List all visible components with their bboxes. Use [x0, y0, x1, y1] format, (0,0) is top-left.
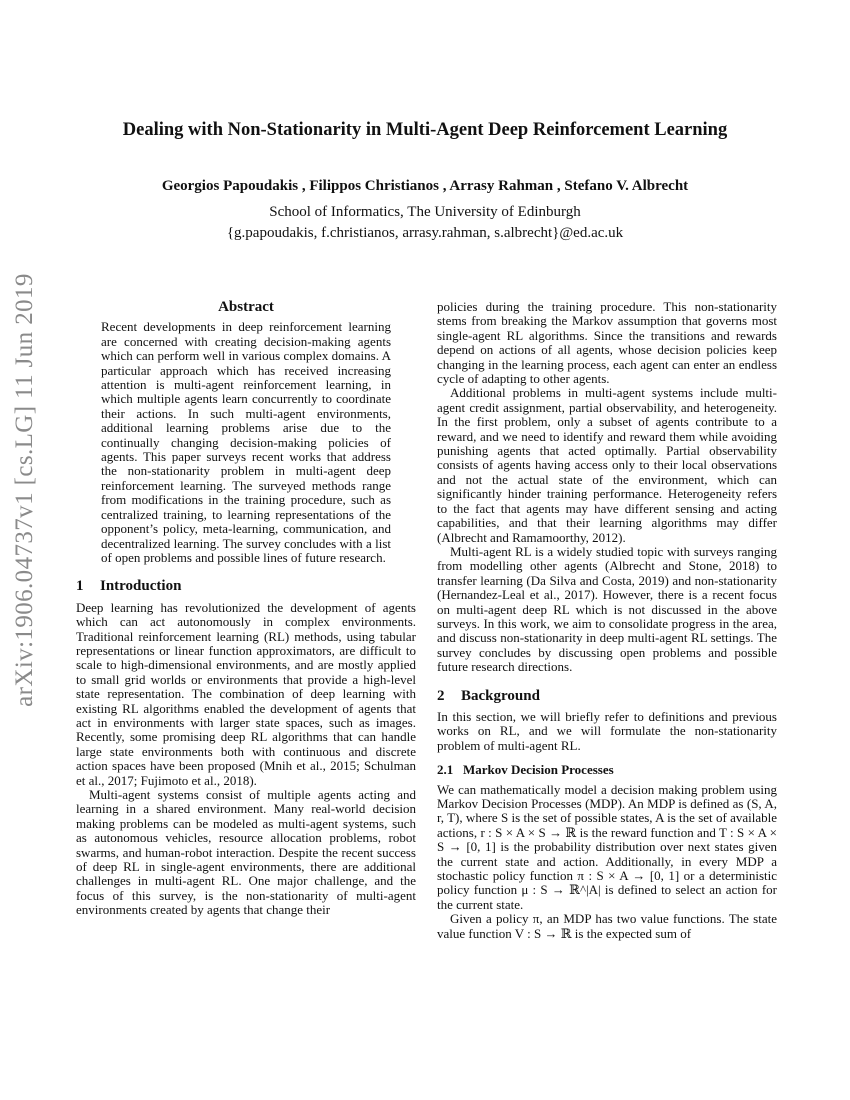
- author-emails: {g.papoudakis, f.christianos, arrasy.rahman, s.albrecht}@ed.ac.uk: [226, 225, 624, 241]
- mdp-paragraph-2: Given a policy π, an MDP has two value functions. The state value function V : S → ℝ is the expected sum of: [437, 911, 777, 941]
- intro-paragraph-4: Multi-agent RL is a widely studied topic with surveys ranging from modelling other agents (Albrecht and Stone, 2018) to transfer learning (Da Silva and Costa, 2019) and non-stationarity (Hernandez-Leal et al., 2017). However, there is a recent focus on multi-agent deep RL which is not discussed in the above surveys. In this work, we aim to consolidate progress in the area, and discuss non-stationarity in deep multi-agent RL settings. The survey concludes by discussing open problems and possible future research directions.: [437, 543, 777, 675]
- background-paragraph-1: In this section, we will briefly refer to definitions and previous works on RL, and we will formulate the non-stationarity problem of multi-agent RL.: [437, 708, 777, 753]
- arxiv-identifier: arXiv:1906.04737v1 [cs.LG] 11 Jun 2019: [11, 273, 38, 707]
- left-column: [76, 300, 416, 918]
- section-heading-introduction: [76, 579, 416, 593]
- section-number: 1: [76, 578, 84, 595]
- abstract-text: Recent developments in deep reinforcement learning are concerned with creating decision-making agents which can perform well in various complex domains. A particular approach which has received increasing attention is multi-agent reinforcement learning, in which multiple agents learn concurrently to coordinate their actions. In such multi-agent environments, additional learning problems arise due to the continually changing decision-making policies of agents. This paper surveys recent works that address the non-stationarity problem in multi-agent deep reinforcement learning. The surveyed methods range from modifications in the training procedure, such as centralized training, to learning representations of the opponent’s policy, meta-learning, communication, and decentralized learning. The survey concludes with a list of open problems and possible lines of future research.: [101, 319, 391, 565]
- intro-paragraph-2-continued: policies during the training procedure. This non-stationarity stems from breaking the Markov assumption that governs most single-agent RL algorithms. Since the transitions and rewards depend on actions of all agents, whose decision policies keep changing in the learning process, each agent can enter an endless cycle of adapting to other agents.: [437, 299, 777, 387]
- subsection-number: 2.1: [437, 762, 454, 778]
- abstract-heading: Abstract: [218, 299, 274, 315]
- section-number: 2: [437, 687, 445, 704]
- section-title: Introduction: [100, 578, 182, 595]
- section-title: Background: [461, 687, 540, 704]
- section-heading-background: [437, 689, 777, 703]
- intro-paragraph-2: Multi-agent systems consist of multiple agents acting and learning in a shared environment. Many real-world decision making problems can be modeled as multi-agent systems, such as autonomous vehicles, resource allocation problems, robot swarms, and human-robot interaction. Despite the recent success of deep RL in single-agent environments, there are additional challenges in multi-agent RL. One major challenge, and the focus of this survey, is the non-stationarity of multi-agent environments created by agents that change their: [76, 787, 416, 918]
- right-column: [437, 300, 777, 941]
- mdp-paragraph-1: We can mathematically model a decision making problem using Markov Decision Processes (MDP). An MDP is defined as (S, A, r, T), where S is the set of possible states, A is the set of available actions, r : S × A × S → ℝ is the reward function and T : S × A × S → [0, 1] is the probability distribution over next states given the current state and action. Additionally, in every MDP a stochastic policy function π : S × A → [0, 1] or a deterministic policy function μ : S → ℝ^|A| is defined to select an action for the current state.: [437, 781, 777, 912]
- intro-paragraph-1: Deep learning has revolutionized the development of agents which can act autonomously in complex environments. Traditional reinforcement learning (RL) methods, using tabular representations or linear function approximators, are difficult to scale to high-dimensional environments, and are mostly applied to small grid worlds or environments that provide a high-level state representation. The combination of deep learning with existing RL algorithms enabled the development of agents that act in environments with larger state spaces, such as images. Recently, some promising deep RL algorithms that can handle large state environments both with continuous and discrete action spaces have been proposed (Mnih et al., 2015; Schulman et al., 2017; Fujimoto et al., 2018).: [76, 599, 416, 788]
- paper-title: Dealing with Non-Stationarity in Multi-Agent Deep Reinforcement Learning: [122, 120, 728, 140]
- arxiv-identifier-margin: [2, 273, 48, 707]
- author-list: Georgios Papoudakis , Filippos Christianos , Arrasy Rahman , Stefano V. Albrecht: [161, 178, 689, 194]
- affiliation-block: [60, 202, 790, 244]
- intro-paragraph-3: Additional problems in multi-agent systems include multi-agent credit assignment, partial observability, and heterogeneity. In the first problem, only a subset of agents contribute to a reward, and we need to identify and reward them while avoiding punishing agents that acted optimally. Partial observability consists of agents having access only to their local observations and not the actual state of the environment, which can significantly hinder training performance. Heterogeneity refers to the fact that agents may have different sensing and acting capabilities, and that their learning algorithms may differ (Albrecht and Ramamoorthy, 2012).: [437, 385, 777, 545]
- affiliation: School of Informatics, The University of Edinburgh: [269, 204, 581, 220]
- subsection-heading-mdp: [437, 763, 777, 777]
- subsection-title: Markov Decision Processes: [463, 762, 614, 778]
